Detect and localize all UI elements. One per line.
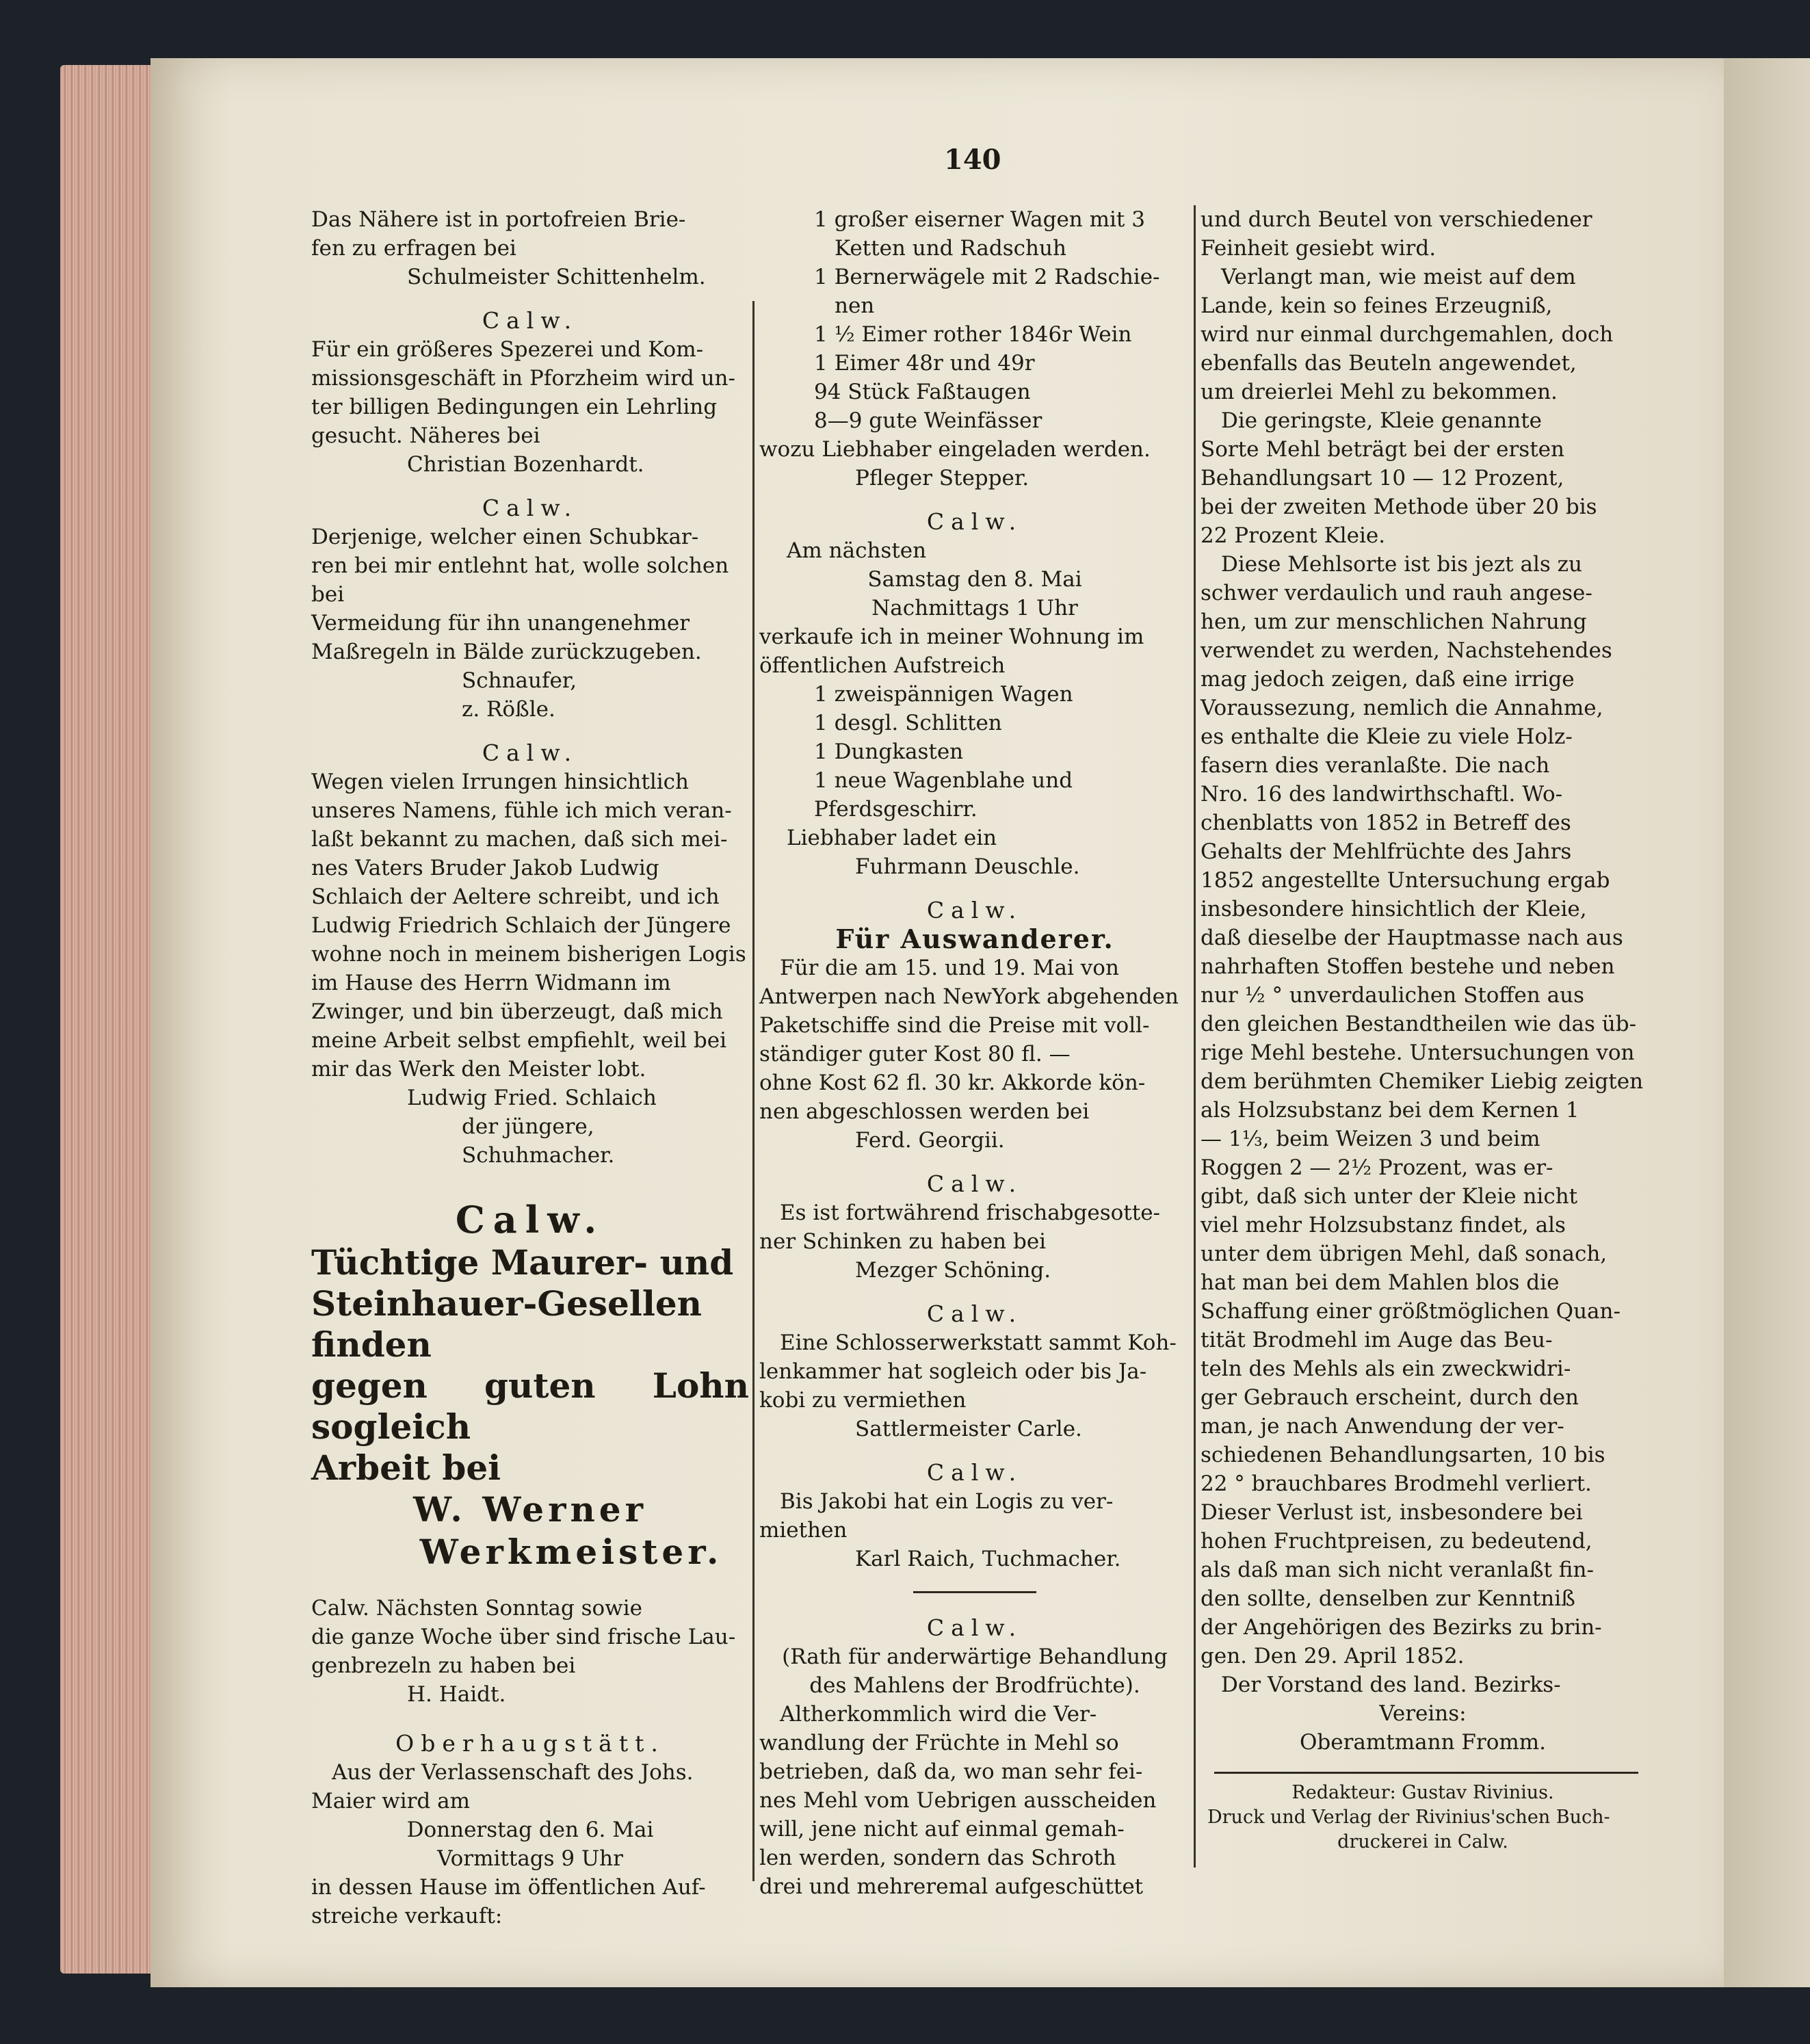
text-line: kobi zu vermiethen [759,1388,967,1413]
signature: H. Haidt. [407,1682,506,1707]
text-line: verkaufe ich in meiner Wohnung im [759,625,1144,649]
imprint-divider [1214,1772,1638,1774]
text-line: viel mehr Holzsubstanz findet, als [1201,1213,1566,1237]
text-line: ständiger guter Kost 80 fl. — [759,1042,1071,1066]
text-line: Altherkommlich wird die Ver- [780,1702,1097,1727]
text-line: bei der zweiten Methode über 20 bis [1201,495,1597,519]
text-line: ter billigen Bedingungen ein Lehrling [311,395,718,419]
list-item: Ketten und Radschuh [835,236,1066,261]
text-line: Vermeidung für ihn unangenehmer [311,611,690,636]
column-3 [1201,205,1645,1855]
text-line: ger Gebrauch erscheint, durch den [1201,1385,1579,1410]
text-line: unter dem übrigen Mehl, daß sonach, [1201,1242,1608,1266]
notice-heading: Oberhaugstätt. [395,1730,665,1757]
text-line: Steinhauer-Gesellen finden [311,1283,702,1365]
list-item: Pferdsgeschirr. [814,797,978,822]
list-item: 1 desgl. Schlitten [814,711,1002,735]
notice-bozenhardt [311,306,749,479]
text-line: und durch Beutel von verschiedener [1201,207,1592,232]
notice-heading: Calw. [926,1459,1023,1486]
text-line: Derjenige, welcher einen Schubkar- [311,525,699,549]
text-line: Dieser Verlust ist, insbesondere bei [1201,1500,1583,1525]
text-line: Es ist fortwährend frischabgesotte- [780,1201,1161,1225]
text-line: wandlung der Früchte in Mehl so [759,1731,1119,1755]
text-line: Schlaich der Aeltere schreibt, und ich [311,885,720,909]
signature: Mezger Schöning. [855,1258,1051,1283]
signature: Schulmeister Schittenhelm. [407,265,706,289]
text-line: Calw. Nächsten Sonntag sowie [311,1596,642,1621]
text-line: — 1⅓, beim Weizen 3 und beim [1201,1127,1540,1151]
section-divider [913,1591,1036,1593]
text-line: schwer verdaulich und rauh angese- [1201,581,1592,605]
text-line: ren bei mir entlehnt hat, wolle solchen bei [311,553,729,607]
text-line: hat man bei dem Mahlen blos die [1201,1270,1560,1295]
text-line: 22 ° brauchbares Brodmehl verliert. [1201,1471,1592,1496]
page-number: 140 [944,144,1001,176]
text-line: Sorte Mehl beträgt bei der ersten [1201,437,1564,462]
text-line: der Angehörigen des Bezirks zu brin- [1201,1615,1602,1640]
text-line: ner Schinken zu haben bei [759,1229,1047,1254]
facing-page-edge [1724,58,1810,1987]
text-line: Wegen vielen Irrungen hinsichtlich [311,770,689,794]
text-line: nur ½ ° unverdaulichen Stoffen aus [1201,983,1584,1008]
text-line: Diese Mehlsorte ist bis jezt als zu [1221,552,1582,577]
signature: Schnaufer, [462,668,577,693]
signature: Der Vorstand des land. Bezirks- [1221,1673,1561,1697]
article-mahlen-continued [1201,205,1645,1757]
text-line: 22 Prozent Kleie. [1201,523,1386,548]
date-line: Nachmittags 1 Uhr [871,596,1078,620]
text-line: man, je nach Anwendung der ver- [1201,1414,1564,1439]
imprint-editor: Redakteur: Gustav Rivinius. [1291,1782,1554,1803]
article-subtitle: des Mahlens der Brodfrüchte). [809,1673,1140,1698]
imprint-publisher: Druck und Verlag der Rivinius'schen Buch- [1207,1807,1610,1828]
notice-heading: Calw. [482,495,579,521]
text-line: die ganze Woche über sind frische Lau- [311,1625,736,1649]
text-line: unseres Namens, fühle ich mich veran- [311,798,732,823]
list-item: 1 zweispännigen Wagen [814,682,1073,707]
text-line: ebenfalls das Beuteln angewendet, [1201,351,1577,376]
notice-stepper [759,205,1190,493]
notice-title: Für Auswanderer. [835,923,1114,954]
text-line: Maßregeln in Bälde zurückzugeben. [311,640,702,664]
text-line: mag jedoch zeigen, daß eine irrige [1201,667,1575,692]
signature: Ludwig Fried. Schlaich [407,1086,657,1110]
date-line: Samstag den 8. Mai [867,567,1082,592]
advertiser-name: W. Werner [413,1489,647,1530]
signature: Fuhrmann Deuschle. [855,854,1080,879]
notice-oberhaugstaett [311,1729,749,1930]
list-item: 94 Stück Faßtaugen [814,380,1031,404]
notice-schnaufer [311,494,749,724]
text-line: tität Brodmehl im Auge das Beu- [1201,1328,1553,1352]
text-line: Ludwig Friedrich Schlaich der Jüngere [311,913,731,938]
signature: der jüngere, [462,1114,594,1139]
text-line: len werden, sondern das Schroth [759,1846,1116,1870]
notice-heading: Calw. [482,307,579,334]
list-item: 1 ½ Eimer rother 1846r Wein [814,322,1132,347]
text-line: Maier wird am [311,1789,471,1813]
text-line: Verlangt man, wie meist auf dem [1221,265,1576,289]
text-line: Liebhaber ladet ein [787,826,997,850]
text-line: fasern dies veranlaßte. Die nach [1201,753,1550,778]
signature: Schuhmacher. [462,1143,615,1168]
text-line: nahrhaften Stoffen bestehe und neben [1201,954,1615,979]
text-line: in dessen Hause im öffentlichen Auf- [311,1875,706,1900]
text-line: als Holzsubstanz bei dem Kernen 1 [1201,1098,1579,1123]
text-line: daß dieselbe der Hauptmasse nach aus [1201,926,1623,950]
text-line: hohen Fruchtpreisen, zu bedeutend, [1201,1529,1592,1554]
list-item: 1 Dungkasten [814,739,964,764]
notice-heading: Calw. [926,508,1023,535]
text-line: dem berühmten Chemiker Liebig zeigten [1201,1069,1644,1094]
text-line: Die geringste, Kleie genannte [1221,408,1543,433]
text-line: Lande, kein so feines Erzeugniß, [1201,293,1553,318]
text-line: Nro. 16 des landwirthschaftl. Wo- [1201,782,1563,807]
text-line: mir das Werk den Meister lobt. [311,1057,646,1082]
text-line: im Hause des Herrn Widmann im [311,971,671,995]
imprint [1201,1781,1645,1855]
notice-heading: Calw. [926,1170,1023,1197]
notice-werner [311,1197,749,1573]
notice-heading: Calw. [926,1300,1023,1327]
list-item: 1 Eimer 48r und 49r [814,351,1035,376]
text-line: gen. Den 29. April 1852. [1201,1644,1465,1668]
date-line: Vormittags 9 Uhr [437,1846,623,1871]
text-line: Eine Schlosserwerkstatt sammt Koh- [780,1331,1177,1355]
text-line: miethen [759,1518,848,1543]
notice-schlaich [311,739,749,1170]
text-line: um dreierlei Mehl zu bekommen. [1201,380,1558,404]
notice-schittenhelm [311,205,749,291]
text-line: Roggen 2 — 2½ Prozent, was er- [1201,1155,1553,1180]
text-line: gibt, daß sich unter der Kleie nicht [1201,1184,1578,1209]
text-line: gegen guten Lohn sogleich [311,1365,749,1447]
text-line: schiedenen Behandlungsarten, 10 bis [1201,1443,1605,1467]
column-rule-right [1194,205,1196,1868]
text-line: lenkammer hat sogleich oder bis Ja- [759,1359,1147,1384]
text-line: Das Nähere ist in portofreien Brie- [311,207,686,232]
signature: Christian Bozenhardt. [407,452,644,477]
text-line: Tüchtige Maurer- und [311,1242,734,1283]
text-line: Feinheit gesiebt wird. [1201,236,1437,261]
text-line: chenblatts von 1852 in Betreff des [1201,811,1571,835]
notice-deuschle [759,508,1190,881]
text-line: als daß man sich nicht veranlaßt fin- [1201,1558,1594,1582]
list-item: 1 Bernerwägele mit 2 Radschie- [814,265,1160,289]
text-line: hen, um zur menschlichen Nahrung [1201,610,1587,634]
text-line: Für ein größeres Spezerei und Kom- [311,337,704,362]
text-line: den gleichen Bestandtheilen wie das üb- [1201,1012,1637,1036]
signature: Karl Raich, Tuchmacher. [855,1547,1121,1571]
notice-raich [759,1458,1190,1573]
advertiser-title: Werkmeister. [419,1532,723,1572]
text-line: betrieben, daß da, wo man sehr fei- [759,1759,1143,1784]
notice-auswanderer [759,896,1190,1155]
column-1 [311,205,749,1945]
text-line: genbrezeln zu haben bei [311,1653,576,1678]
text-line: verwendet zu werden, Nachstehendes [1201,638,1612,663]
text-line: nes Mehl vom Uebrigen ausscheiden [759,1788,1157,1813]
text-line: gesucht. Näheres bei [311,423,540,448]
signature: Ferd. Georgii. [855,1128,1005,1153]
text-line: Arbeit bei [311,1447,501,1488]
signature: z. Rößle. [462,697,555,722]
text-line: Am nächsten [787,538,927,563]
text-line: Gehalts der Mehlfrüchte des Jahrs [1201,839,1572,864]
list-item: 1 großer eiserner Wagen mit 3 [814,207,1145,232]
notice-heading: Calw. [926,897,1023,923]
imprint-place: druckerei in Calw. [1337,1831,1508,1852]
text-line: rige Mehl bestehe. Untersuchungen von [1201,1040,1635,1065]
text-line: öffentlichen Aufstreich [759,653,1006,678]
text-line: Paketschiffe sind die Preise mit voll- [759,1013,1150,1038]
text-line: wozu Liebhaber eingeladen werden. [759,437,1151,462]
text-line: Für die am 15. und 19. Mai von [780,956,1119,980]
list-item: nen [835,293,875,318]
text-line: will, jene nicht auf einmal gemah- [759,1817,1125,1842]
text-line: wohne noch in meinem bisherigen Logis [311,942,746,967]
text-line: nen abgeschlossen werden bei [759,1099,1090,1124]
text-line: Aus der Verlassenschaft des Johs. [332,1760,694,1785]
signature: Sattlermeister Carle. [855,1417,1082,1441]
signature: Oberamtmann Fromm. [1299,1730,1547,1755]
article-mahlen [759,1614,1190,1901]
text-line: ohne Kost 62 fl. 30 kr. Akkorde kön- [759,1071,1146,1095]
text-line: streiche verkauft: [311,1904,503,1928]
text-line: Antwerpen nach NewYork abgehenden [759,984,1179,1009]
text-line: teln des Mehls als ein zweckwidri- [1201,1357,1571,1381]
date-line: Donnerstag den 6. Mai [406,1818,654,1842]
notice-haidt [311,1594,749,1709]
text-line: den sollte, denselben zur Kenntniß [1201,1586,1575,1611]
column-rule-left [752,301,755,1881]
text-line: Bis Jakobi hat ein Logis zu ver- [780,1489,1114,1514]
signature: Vereins: [1379,1701,1467,1726]
text-line: drei und mehreremal aufgeschüttet [759,1874,1144,1899]
text-line: Behandlungsart 10 — 12 Prozent, [1201,466,1564,490]
notice-schoening [759,1170,1190,1285]
article-heading: Calw. [926,1614,1023,1641]
notice-heading: Calw. [482,739,579,766]
list-item: 8—9 gute Weinfässer [814,408,1042,433]
text-line: es enthalte die Kleie zu viele Holz- [1201,724,1573,749]
text-line: Voraussezung, nemlich die Annahme, [1201,696,1603,720]
text-line: laßt bekannt zu machen, daß sich mei- [311,827,728,852]
signature: Pfleger Stepper. [855,466,1029,490]
text-line: insbesondere hinsichtlich der Kleie, [1201,897,1587,921]
list-item: 1 neue Wagenblahe und [814,768,1073,793]
text-line: meine Arbeit selbst empfiehlt, weil bei [311,1028,726,1053]
notice-heading: Calw. [455,1198,605,1242]
notice-carle [759,1300,1190,1443]
text-line: wird nur einmal durchgemahlen, doch [1201,322,1614,347]
article-subtitle: (Rath für anderwärtige Behandlung [782,1645,1168,1669]
text-line: Zwinger, und bin überzeugt, daß mich [311,999,723,1024]
text-line: 1852 angestellte Untersuchung ergab [1201,868,1610,893]
text-line: nes Vaters Bruder Jakob Ludwig [311,856,659,880]
column-2 [759,205,1190,1916]
text-line: missionsgeschäft in Pforzheim wird un- [311,366,735,391]
text-line: fen zu erfragen bei [311,236,516,261]
text-line: Schaffung einer größtmöglichen Quan- [1201,1299,1621,1324]
